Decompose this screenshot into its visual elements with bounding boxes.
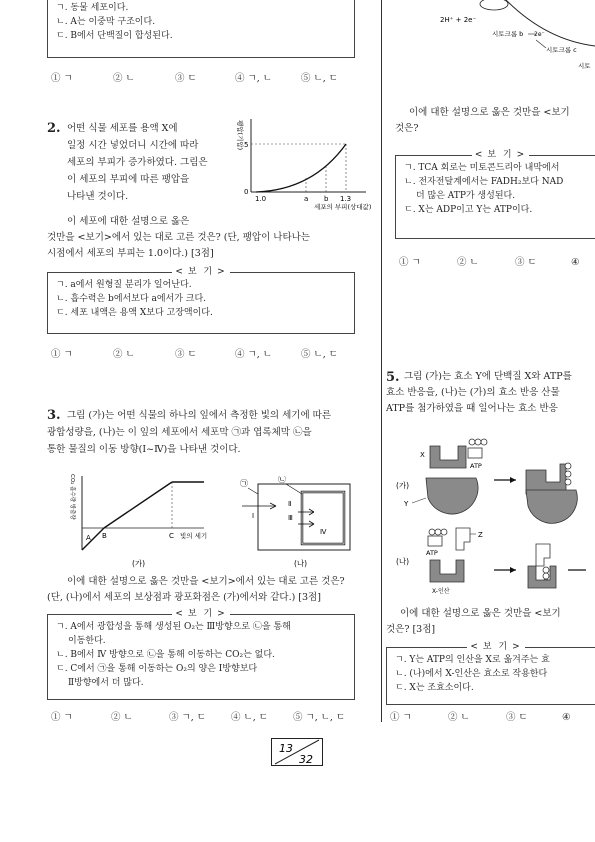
graph-ylabel: 팽압(기압) bbox=[236, 120, 244, 151]
q2-choices bbox=[51, 348, 338, 363]
fig-ga-ylabel: CO₂ 흡수량 방출량 bbox=[69, 474, 75, 520]
svg-text:2H⁺ + 2e⁻: 2H⁺ + 2e⁻ bbox=[440, 16, 477, 24]
q4-bogi-line: ㄴ. 전자전달계에서는 FADH₂보다 NAD bbox=[404, 176, 564, 187]
svg-text:(가): (가) bbox=[132, 559, 146, 568]
svg-text:㉡: ㉡ bbox=[278, 476, 286, 484]
choice[interactable]: ⑤ ㄱ, ㄴ, ㄷ bbox=[293, 712, 346, 723]
page-current: 13 bbox=[278, 741, 293, 755]
svg-text:(나): (나) bbox=[294, 559, 308, 568]
q2-number: 2. bbox=[47, 121, 61, 136]
q3-stem: 이에 대한 설명으로 옳은 것만을 <보기>에서 있는 대로 고른 것은? (단, (나)에서 세포의 보상점과 광포화점은 (가)에서와 같다.) [3점] bbox=[47, 576, 345, 603]
q2-stem: 이 세포에 대한 설명으로 옳은 것만을 <보기>에서 있는 대로 고른 것은? (단, 팽압이 나타나는 시점에서 세포의 부피는 1.0이다.) [3점] bbox=[47, 216, 310, 259]
svg-text:(가): (가) bbox=[396, 481, 410, 490]
q5-bogi-line: ㄱ. Y는 ATP의 인산을 X로 옮겨주는 효 bbox=[395, 655, 550, 665]
choice[interactable]: ④ ㄴ, ㄷ bbox=[231, 712, 268, 723]
choice[interactable]: ③ ㄷ bbox=[175, 73, 197, 84]
svg-text:ATP: ATP bbox=[470, 462, 482, 470]
q5-number: 5. bbox=[386, 370, 400, 385]
svg-text:ATP: ATP bbox=[426, 549, 438, 557]
svg-text:Y: Y bbox=[404, 500, 409, 508]
q3-bogi-line: ㄱ. A에서 광합성을 통해 생성된 O₂는 Ⅲ방향으로 ㉡을 통해 bbox=[56, 622, 291, 632]
svg-text:1.0: 1.0 bbox=[255, 195, 267, 203]
choice[interactable]: ① ㄱ bbox=[51, 73, 73, 84]
q4-bogi-line: 더 많은 ATP가 생성된다. bbox=[416, 190, 516, 201]
svg-text:㉠: ㉠ bbox=[240, 479, 248, 488]
choice[interactable]: ④ ㄱ, ㄴ bbox=[235, 73, 272, 84]
q4-stem: 이에 대한 설명으로 옳은 것만을 <보기 것은? bbox=[395, 107, 570, 134]
choice[interactable]: ② ㄴ bbox=[111, 712, 133, 723]
choice[interactable]: ① ㄱ bbox=[51, 712, 73, 723]
svg-text:b: b bbox=[324, 195, 329, 203]
svg-text:X: X bbox=[420, 451, 425, 459]
q2-bogi-line: ㄴ. 흡수력은 b에서보다 a에서가 크다. bbox=[56, 293, 207, 304]
choice[interactable]: ③ ㄷ bbox=[506, 712, 528, 723]
svg-text:Z: Z bbox=[478, 531, 483, 539]
svg-text:Ⅱ: Ⅱ bbox=[288, 500, 292, 508]
svg-text:B: B bbox=[102, 532, 107, 540]
page-total: 32 bbox=[298, 752, 313, 766]
q1-bogi-line: ㄷ. B에서 단백질이 합성된다. bbox=[56, 30, 173, 41]
svg-text:5: 5 bbox=[244, 141, 249, 149]
q5-choices bbox=[390, 711, 571, 726]
q3-bogi-box bbox=[47, 609, 355, 700]
svg-text:시토크롬 b: 시토크롬 b bbox=[492, 30, 524, 38]
column-divider bbox=[381, 0, 382, 722]
svg-text:2e⁻: 2e⁻ bbox=[534, 31, 545, 38]
choice[interactable]: ① ㄱ bbox=[399, 257, 421, 268]
svg-text:Ⅰ: Ⅰ bbox=[252, 512, 255, 520]
svg-text:Ⅲ: Ⅲ bbox=[288, 514, 293, 522]
choice[interactable]: ③ ㄷ bbox=[175, 349, 197, 360]
q4-etc-fig bbox=[396, 0, 595, 72]
svg-text:Ⅳ: Ⅳ bbox=[320, 528, 327, 536]
svg-text:A: A bbox=[86, 534, 91, 542]
q4-choices bbox=[399, 256, 580, 271]
q4-bogi-box bbox=[395, 150, 595, 239]
q2-bogi-box bbox=[47, 267, 355, 334]
bogi-title: < 보 기 > bbox=[396, 149, 595, 163]
svg-text:X-인산: X-인산 bbox=[432, 588, 450, 595]
q1-choices bbox=[51, 72, 338, 87]
q3-intro: 그림 (가)는 어떤 식물의 하나의 잎에서 측정한 빛의 세기에 따른 광합성량을, (나)는 이 잎의 세포에서 세포막 ㉠과 엽록체막 ㉡을 통한 물질의 이동 방향(Ⅰ~Ⅳ)을 나타낸 것이다. bbox=[47, 410, 332, 455]
q3-fig-na bbox=[238, 476, 358, 570]
choice[interactable]: ④ ㄱ, ㄴ bbox=[235, 349, 272, 360]
q3-number: 3. bbox=[47, 408, 61, 423]
svg-text:시토크롬 c: 시토크롬 c bbox=[546, 46, 577, 54]
choice[interactable]: ③ ㄷ bbox=[515, 257, 537, 268]
q5-bogi-box bbox=[386, 642, 595, 705]
choice[interactable]: ① ㄱ bbox=[51, 349, 73, 360]
q3-fig-ga bbox=[64, 470, 214, 570]
choice[interactable]: ④ bbox=[562, 712, 571, 723]
choice[interactable]: ② ㄴ bbox=[113, 73, 135, 84]
choice[interactable]: ② ㄴ bbox=[457, 257, 479, 268]
bogi-title: < 보 기 > bbox=[48, 608, 354, 622]
choice[interactable]: ① ㄱ bbox=[390, 712, 412, 723]
page-number bbox=[271, 738, 323, 766]
q2-bogi-line: ㄷ. 세포 내액은 용액 X보다 고장액이다. bbox=[56, 307, 213, 318]
bogi-title: < 보 기 > bbox=[387, 641, 595, 655]
q3-choices bbox=[51, 711, 345, 726]
svg-text:0: 0 bbox=[244, 188, 249, 196]
q4-bogi-line: ㄷ. X는 ADP이고 Y는 ATP이다. bbox=[404, 204, 533, 215]
q3-bogi-line: ㄷ. C에서 ㉠을 통해 이동하는 O₂의 양은 Ⅰ방향보다 bbox=[56, 663, 258, 674]
choice[interactable]: ⑤ ㄴ, ㄷ bbox=[301, 73, 338, 84]
choice[interactable]: ③ ㄱ, ㄷ bbox=[169, 712, 206, 723]
choice[interactable]: ④ bbox=[571, 257, 580, 268]
q3-bogi-line: 이동한다. bbox=[68, 635, 106, 646]
q5-bogi-line: ㄴ. (나)에서 X-인산은 효소로 작용한다 bbox=[395, 668, 548, 679]
svg-text:a: a bbox=[304, 195, 309, 203]
svg-text:C: C bbox=[169, 532, 174, 540]
q5-stem: 이에 대한 설명으로 옳은 것만을 <보기 것은? [3점] bbox=[386, 608, 561, 635]
q3-bogi-line: ㄴ. B에서 Ⅳ 방향으로 ㉡을 통해 이동하는 CO₂는 없다. bbox=[56, 649, 275, 660]
choice[interactable]: ② ㄴ bbox=[113, 349, 135, 360]
q5-enzyme-fig bbox=[396, 420, 595, 620]
svg-text:빛의 세기: 빛의 세기 bbox=[180, 532, 208, 540]
q5-intro: 그림 (가)는 효소 Y에 단백질 X와 ATP를 효소 반응을, (나)는 (가)의 효소 반응 산물 ATP를 첨가하였을 때 일어나는 효소 반응 bbox=[386, 371, 572, 414]
q5-bogi-line: ㄷ. X는 조효소이다. bbox=[395, 682, 474, 693]
bogi-title: < 보 기 > bbox=[48, 266, 354, 280]
q2-bogi-line: ㄱ. a에서 원형질 분리가 일어난다. bbox=[56, 280, 192, 290]
q1-bogi-line: ㄴ. A는 이중막 구조이다. bbox=[56, 16, 156, 27]
q2-turgor-graph bbox=[228, 114, 376, 210]
svg-text:(나): (나) bbox=[396, 557, 410, 566]
choice[interactable]: ② ㄴ bbox=[448, 712, 470, 723]
choice[interactable]: ⑤ ㄴ, ㄷ bbox=[301, 349, 338, 360]
q2-intro: 어떤 식물 세포를 용액 X에 일정 시간 넣었더니 시간에 따라 세포의 부피가 증가하였다. 그림은 이 세포의 부피에 따른 팽압을 나타낸 것이다. bbox=[67, 123, 208, 202]
svg-text:시토: 시토 bbox=[578, 62, 591, 70]
q1-bogi-line: ㄱ. 동물 세포이다. bbox=[56, 3, 129, 13]
svg-text:1.3: 1.3 bbox=[340, 195, 352, 203]
svg-text:세포의 부피(상대값): 세포의 부피(상대값) bbox=[314, 203, 372, 210]
q4-bogi-line: ㄱ. TCA 회로는 미토콘드리아 내막에서 bbox=[404, 163, 560, 173]
q1-bogi-box bbox=[47, 0, 355, 58]
q3-bogi-line: Ⅱ방향에서 더 많다. bbox=[68, 677, 144, 688]
